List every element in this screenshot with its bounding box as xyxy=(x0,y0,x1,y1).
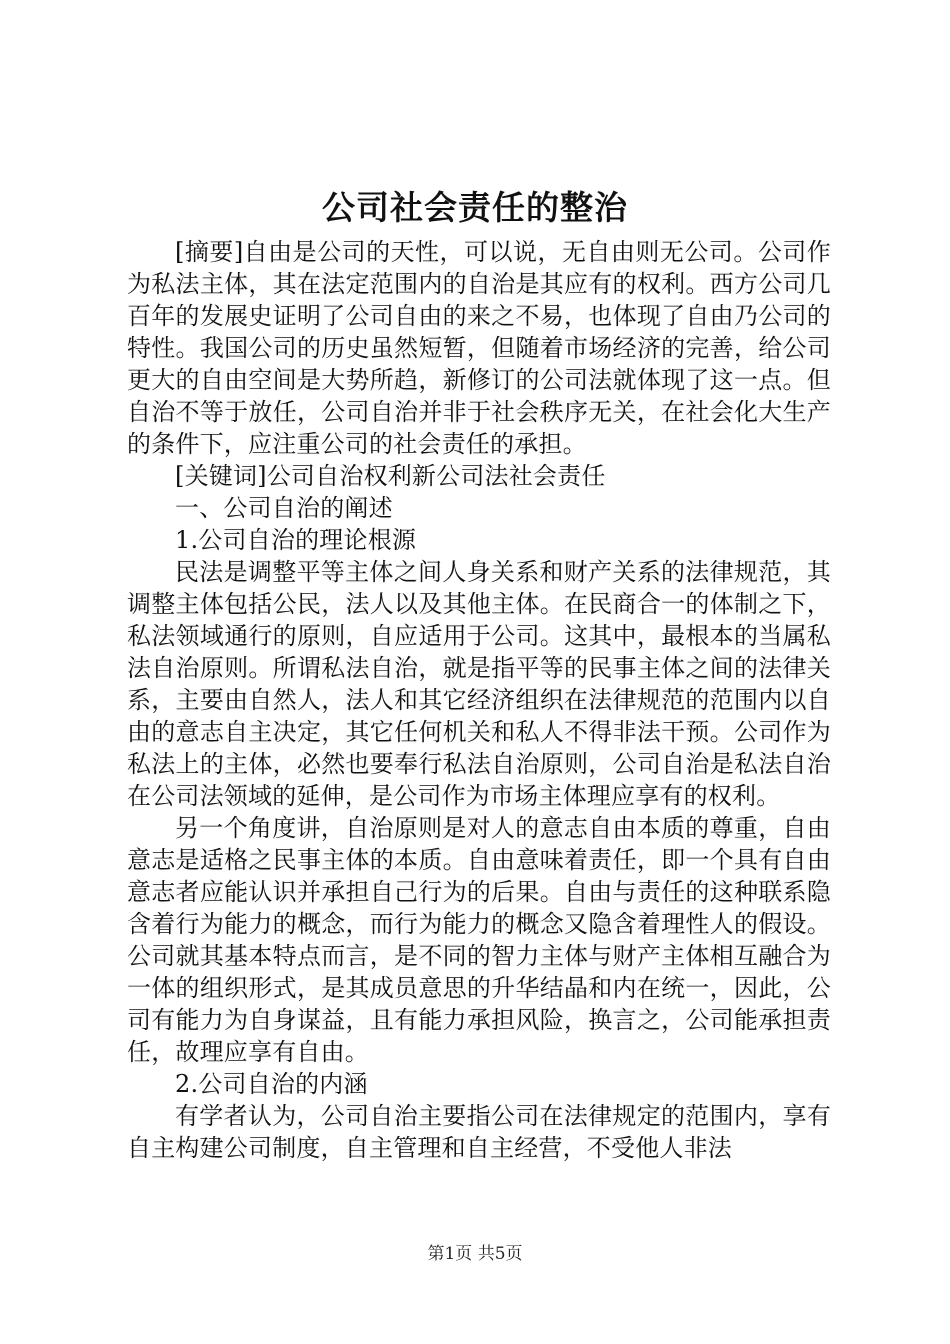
document-title: 公司社会责任的整治 xyxy=(322,188,628,227)
keywords-paragraph: [关键词]公司自治权利新公司法社会责任 xyxy=(175,462,606,490)
body-paragraph: 另一个角度讲，自治原则是对人的意志自由本质的尊重，自由意志是适格之民事主体的本质。自由意味着责任，即一个具有自由意志者应能认识并承担自己行为的后果。自由与责任的这种联系隐含着行为能力的概念，而行为能力的概念又隐含着理性人的假设。公司就其基本特点而言，是不同的智力主体与财产主体相互融合为一体的组织形式，是其成员意思的升华结晶和内在统一，因此，公司有能力为自身谋益，且有能力承担风险，换言之，公司能承担责任，故理应享有自由。 xyxy=(127,814,831,1066)
page-footer: 第1页 共5页 xyxy=(427,1244,523,1264)
subsection-heading: 1.公司自治的理论根源 xyxy=(175,526,417,554)
document-body xyxy=(127,236,831,1164)
body-paragraph: 有学者认为，公司自治主要指公司在法律规定的范围内，享有自主构建公司制度，自主管理和自主经营，不受他人非法 xyxy=(127,1102,831,1162)
body-paragraph: 民法是调整平等主体之间人身关系和财产关系的法律规范，其调整主体包括公民，法人以及其他主体。在民商合一的体制之下，私法领域通行的原则，自应适用于公司。这其中，最根本的当属私法自治原则。所谓私法自治，就是指平等的民事主体之间的法律关系，主要由自然人，法人和其它经济组织在法律规范的范围内以自由的意志自主决定，其它任何机关和私人不得非法干预。公司作为私法上的主体，必然也要奉行私法自治原则，公司自治是私法自治在公司法领域的延伸，是公司作为市场主体理应享有的权利。 xyxy=(127,558,831,810)
abstract-paragraph: [摘要]自由是公司的天性，可以说，无自由则无公司。公司作为私法主体，其在法定范围内的自治是其应有的权利。西方公司几百年的发展史证明了公司自由的来之不易，也体现了自由乃公司的特性。我国公司的历史虽然短暂，但随着市场经济的完善，给公司更大的自由空间是大势所趋，新修订的公司法就体现了这一点。但自治不等于放任，公司自治并非于社会秩序无关，在社会化大生产的条件下，应注重公司的社会责任的承担。 xyxy=(127,238,831,458)
section-heading: 一、公司自治的阐述 xyxy=(175,494,393,522)
subsection-heading: 2.公司自治的内涵 xyxy=(175,1070,368,1098)
